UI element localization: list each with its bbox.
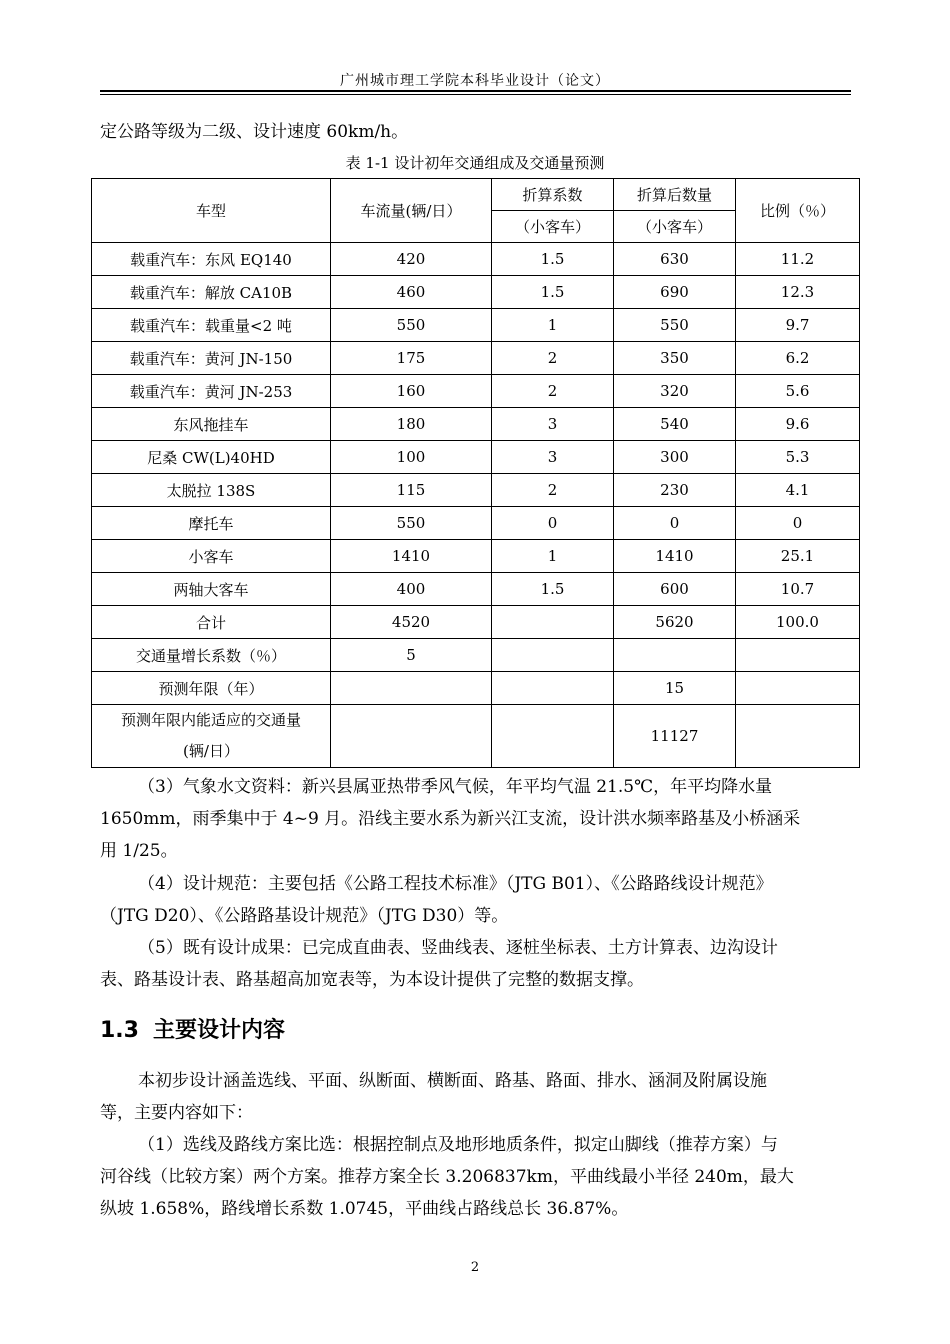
header-converted-unit: （小客车） <box>614 211 736 243</box>
cell-vehicle-type: 载重汽车：黄河 JN-253 <box>92 375 331 408</box>
cell-ratio <box>736 705 860 768</box>
section-intro-line1: 本初步设计涵盖选线、平面、纵断面、横断面、路基、路面、排水、涵洞及附属设施 <box>138 1071 767 1091</box>
header-ratio: 比例（％） <box>736 179 860 243</box>
cell-converted: 630 <box>614 243 736 276</box>
cell-ratio: 25.1 <box>736 540 860 573</box>
cell-vehicle-type: 预测年限（年） <box>92 672 331 705</box>
paragraph-3-line3: 用 1/25。 <box>100 841 178 861</box>
cell-ratio: 4.1 <box>736 474 860 507</box>
cell-flow: 400 <box>331 573 492 606</box>
cell-vehicle-type: 尼桑 CW(L)40HD <box>92 441 331 474</box>
cell-factor: 2 <box>492 474 614 507</box>
cell-converted: 15 <box>614 672 736 705</box>
table-row <box>92 408 860 441</box>
cell-factor: 3 <box>492 441 614 474</box>
cell-ratio: 100.0 <box>736 606 860 639</box>
cell-flow: 420 <box>331 243 492 276</box>
table-row-years <box>92 672 860 705</box>
table-caption: 表 1-1 设计初年交通组成及交通量预测 <box>345 154 605 172</box>
capacity-label-line2: (辆/日） <box>183 742 239 760</box>
table-row <box>92 309 860 342</box>
cell-flow: 550 <box>331 309 492 342</box>
paragraph-3-line2: 1650mm，雨季集中于 4~9 月。沿线主要水系为新兴江支流，设计洪水频率路基及小桥涵采 <box>100 809 801 829</box>
cell-converted: 0 <box>614 507 736 540</box>
cell-vehicle-type: 交通量增长系数（％） <box>92 639 331 672</box>
cell-factor: 0 <box>492 507 614 540</box>
cell-ratio: 6.2 <box>736 342 860 375</box>
section-title: 主要设计内容 <box>152 1018 285 1043</box>
table-row <box>92 441 860 474</box>
section-intro-line2: 等，主要内容如下： <box>100 1103 253 1123</box>
section-number: 1.3 <box>100 1018 139 1043</box>
section-heading <box>100 1013 285 1044</box>
table-row-capacity <box>92 705 860 768</box>
header-factor-unit: （小客车） <box>492 211 614 243</box>
table-row <box>92 474 860 507</box>
cell-vehicle-type: 载重汽车：载重量<2 吨 <box>92 309 331 342</box>
cell-ratio <box>736 639 860 672</box>
cell-converted: 5620 <box>614 606 736 639</box>
cell-factor: 3 <box>492 408 614 441</box>
table-row <box>92 342 860 375</box>
header-vehicle-type: 车型 <box>92 179 331 243</box>
cell-vehicle-type: 合计 <box>92 606 331 639</box>
cell-factor <box>492 606 614 639</box>
table-row <box>92 573 860 606</box>
cell-flow: 550 <box>331 507 492 540</box>
cell-vehicle-type: 东风拖挂车 <box>92 408 331 441</box>
cell-vehicle-type: 载重汽车：解放 CA10B <box>92 276 331 309</box>
cell-flow: 1410 <box>331 540 492 573</box>
cell-vehicle-type: 载重汽车：东风 EQ140 <box>92 243 331 276</box>
paragraph-3-line1: （3）气象水文资料：新兴县属亚热带季风气候，年平均气温 21.5℃，年平均降水量 <box>138 777 773 797</box>
cell-factor: 1.5 <box>492 276 614 309</box>
table-row <box>92 375 860 408</box>
cell-factor: 1 <box>492 540 614 573</box>
header-factor: 折算系数 <box>492 179 614 211</box>
cell-converted: 540 <box>614 408 736 441</box>
cell-flow: 100 <box>331 441 492 474</box>
cell-converted: 320 <box>614 375 736 408</box>
cell-converted: 230 <box>614 474 736 507</box>
cell-factor <box>492 705 614 768</box>
table-row-total <box>92 606 860 639</box>
cell-ratio: 11.2 <box>736 243 860 276</box>
page-number: 2 <box>470 1260 480 1275</box>
header-flow: 车流量(辆/日） <box>331 179 492 243</box>
cell-factor: 1.5 <box>492 573 614 606</box>
cell-factor: 1 <box>492 309 614 342</box>
cell-ratio: 5.6 <box>736 375 860 408</box>
cell-flow: 180 <box>331 408 492 441</box>
item-1-line1: （1）选线及路线方案比选：根据控制点及地形地质条件，拟定山脚线（推荐方案）与 <box>138 1135 778 1155</box>
capacity-label-line1: 预测年限内能适应的交通量 <box>120 711 301 729</box>
paragraph-5-line2: 表、路基设计表、路基超高加宽表等，为本设计提供了完整的数据支撑。 <box>100 970 644 990</box>
table-row <box>92 507 860 540</box>
paragraph-4-line1: （4）设计规范：主要包括《公路工程技术标准》（JTG B01）、《公路路线设计规范》 <box>138 874 773 894</box>
cell-factor <box>492 639 614 672</box>
cell-ratio: 10.7 <box>736 573 860 606</box>
cell-converted: 1410 <box>614 540 736 573</box>
header-converted: 折算后数量 <box>614 179 736 211</box>
cell-flow: 160 <box>331 375 492 408</box>
cell-converted <box>614 639 736 672</box>
header-rule <box>100 90 851 95</box>
cell-factor: 2 <box>492 342 614 375</box>
cell-converted: 300 <box>614 441 736 474</box>
paragraph-5-line1: （5）既有设计成果：已完成直曲表、竖曲线表、逐桩坐标表、土方计算表、边沟设计 <box>138 938 778 958</box>
cell-converted: 350 <box>614 342 736 375</box>
cell-converted: 550 <box>614 309 736 342</box>
cell-flow <box>331 705 492 768</box>
cell-vehicle-type: 摩托车 <box>92 507 331 540</box>
item-1-line2: 河谷线（比较方案）两个方案。推荐方案全长 3.206837km，平曲线最小半径 240m，最大 <box>100 1167 794 1187</box>
cell-flow: 460 <box>331 276 492 309</box>
cell-flow: 115 <box>331 474 492 507</box>
cell-ratio: 12.3 <box>736 276 860 309</box>
item-1-line3: 纵坡 1.658%，路线增长系数 1.0745，平曲线占路线总长 36.87%。 <box>100 1199 629 1219</box>
cell-vehicle-type: 小客车 <box>92 540 331 573</box>
table-row <box>92 540 860 573</box>
table-row <box>92 243 860 276</box>
cell-converted: 600 <box>614 573 736 606</box>
table-row-growth <box>92 639 860 672</box>
cell-flow: 4520 <box>331 606 492 639</box>
cell-ratio <box>736 672 860 705</box>
cell-vehicle-type: 太脱拉 138S <box>92 474 331 507</box>
cell-vehicle-type <box>92 705 331 768</box>
cell-ratio: 5.3 <box>736 441 860 474</box>
cell-factor: 2 <box>492 375 614 408</box>
cell-factor <box>492 672 614 705</box>
intro-line: 定公路等级为二级、设计速度 60km/h。 <box>100 122 409 142</box>
cell-ratio: 9.7 <box>736 309 860 342</box>
cell-flow: 175 <box>331 342 492 375</box>
cell-factor: 1.5 <box>492 243 614 276</box>
traffic-table <box>91 178 860 768</box>
cell-flow: 5 <box>331 639 492 672</box>
cell-ratio: 0 <box>736 507 860 540</box>
table-row <box>92 276 860 309</box>
cell-flow <box>331 672 492 705</box>
cell-converted: 690 <box>614 276 736 309</box>
cell-vehicle-type: 两轴大客车 <box>92 573 331 606</box>
cell-ratio: 9.6 <box>736 408 860 441</box>
cell-converted: 11127 <box>614 705 736 768</box>
running-header: 广州城市理工学院本科毕业设计（论文） <box>340 73 610 89</box>
paragraph-4-line2: （JTG D20）、《公路路基设计规范》（JTG D30）等。 <box>100 906 509 926</box>
cell-vehicle-type: 载重汽车：黄河 JN-150 <box>92 342 331 375</box>
